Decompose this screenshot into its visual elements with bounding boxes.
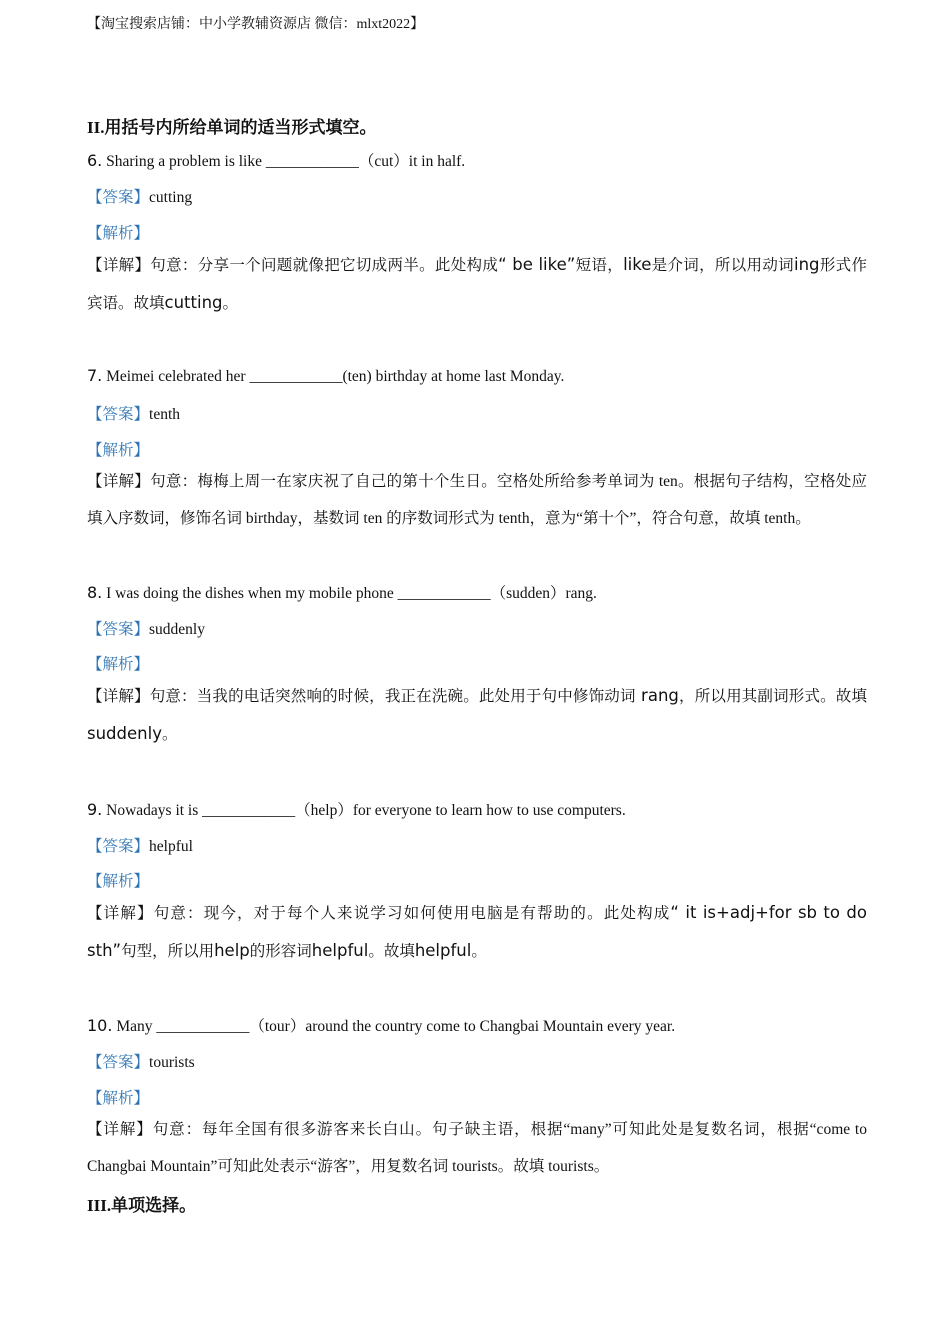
- analysis-label-10: 【解析】: [87, 1090, 150, 1107]
- answer-value: cutting: [149, 189, 193, 206]
- question-9: [87, 798, 626, 820]
- question-text: Many ____________（tour）around the country come to Changbai Mountain every year.: [116, 1018, 676, 1035]
- answer-label: 【答案】: [87, 1054, 150, 1071]
- analysis-label-6: 【解析】: [87, 225, 150, 242]
- detail-run: 。: [222, 295, 239, 312]
- detail-label: 【详解】: [87, 473, 151, 490]
- detail-run: 句意：现今，对于每个人来说学习如何使用电脑是有帮助的。此处构成: [153, 905, 671, 922]
- section-2-title: II.用括号内所给单词的适当形式填空。: [87, 118, 377, 137]
- detail-run: ing: [794, 255, 820, 274]
- detail-9: [87, 894, 867, 970]
- question-number: 9.: [87, 800, 103, 819]
- detail-label: 【详解】: [87, 1121, 153, 1138]
- detail-run: 是介词，所以用动词: [651, 257, 794, 274]
- answer-label: 【答案】: [87, 621, 150, 638]
- answer-value: helpful: [149, 838, 193, 855]
- answer-6: [87, 185, 192, 207]
- detail-8: [87, 677, 867, 753]
- detail-run: 短语，: [575, 257, 624, 274]
- question-6: [87, 149, 465, 171]
- detail-label: 【详解】: [87, 905, 154, 922]
- question-text: Meimei celebrated her ____________(ten) birthday at home last Monday.: [106, 368, 565, 385]
- detail-run: like: [623, 255, 652, 274]
- detail-10: [87, 1111, 867, 1185]
- detail-run: “ it is+adj+for sb to do sth”: [87, 903, 867, 960]
- question-text: I was doing the dishes when my mobile phone ____________（sudden）rang.: [106, 585, 597, 602]
- question-text: Sharing a problem is like ____________（cut）it in half.: [106, 153, 466, 170]
- question-number: 6.: [87, 151, 103, 170]
- answer-value: tourists: [149, 1054, 195, 1071]
- detail-run: rang: [635, 686, 679, 705]
- detail-run: ，所以用其副词形式。故填: [678, 688, 867, 705]
- detail-body: [87, 257, 867, 312]
- detail-run: helpful: [311, 941, 369, 960]
- section-3-title: III.单项选择。: [87, 1196, 197, 1215]
- answer-label: 【答案】: [87, 406, 150, 423]
- detail-run: 句意：当我的电话突然响的时候，我正在洗碗。此处用于句中修饰动词: [149, 688, 636, 705]
- detail-run: 的形容词: [249, 943, 312, 960]
- answer-label: 【答案】: [87, 838, 150, 855]
- detail-run: 形式作宾语。故填: [87, 257, 867, 312]
- detail-run: 。: [471, 943, 487, 960]
- detail-label: 【详解】: [87, 688, 150, 705]
- detail-run: help: [214, 941, 250, 960]
- analysis-label-8: 【解析】: [87, 656, 150, 673]
- detail-body: [87, 905, 867, 960]
- answer-value: suddenly: [149, 621, 205, 638]
- answer-8: [87, 617, 205, 639]
- detail-run: 句型，所以用: [121, 943, 215, 960]
- question-number: 7.: [87, 366, 103, 385]
- answer-label: 【答案】: [87, 189, 150, 206]
- detail-run: helpful: [414, 941, 472, 960]
- detail-run: 。: [161, 726, 178, 743]
- question-text: Nowadays it is ____________（help）for everyone to learn how to use computers.: [106, 802, 626, 819]
- detail-run: “ be like”: [498, 255, 576, 274]
- question-number: 10.: [87, 1016, 113, 1035]
- detail-run: 句意：梅梅上周一在家庆祝了自己的第十个生日。空格处所给参考单词为 ten。根据句子结构，空格处应填入序数词，修饰名词 birthday，基数词 ten 的序数词形式为 tenth，意为“第十个”，符合句意，故填 tenth。: [87, 473, 867, 527]
- question-number: 8.: [87, 583, 103, 602]
- page-header: 【淘宝搜索店铺：中小学教辅资源店 微信：mlxt2022】: [87, 17, 425, 32]
- detail-body: [87, 473, 867, 527]
- detail-6: [87, 246, 867, 322]
- analysis-label-9: 【解析】: [87, 873, 150, 890]
- detail-run: 。故填: [368, 943, 415, 960]
- detail-run: suddenly: [87, 724, 162, 743]
- question-7: [87, 366, 564, 386]
- analysis-label-7: 【解析】: [87, 442, 150, 459]
- detail-run: 句意：每年全国有很多游客来长白山。句子缺主语，根据“many”可知此处是复数名词，根据“come to Changbai Mountain”可知此处表示“游客”，用复数名词 tourists。故填 tourists。: [87, 1121, 867, 1175]
- answer-value: tenth: [149, 406, 181, 423]
- question-8: [87, 581, 597, 603]
- detail-run: 句意：分享一个问题就像把它切成两半。此处构成: [150, 257, 499, 274]
- answer-10: [87, 1050, 195, 1072]
- detail-body: [87, 688, 867, 743]
- question-10: [87, 1014, 675, 1036]
- detail-run: cutting: [164, 293, 223, 312]
- detail-body: [87, 1121, 867, 1175]
- answer-9: [87, 834, 193, 856]
- detail-label: 【详解】: [87, 257, 151, 274]
- detail-7: [87, 463, 867, 537]
- answer-7: [87, 402, 180, 424]
